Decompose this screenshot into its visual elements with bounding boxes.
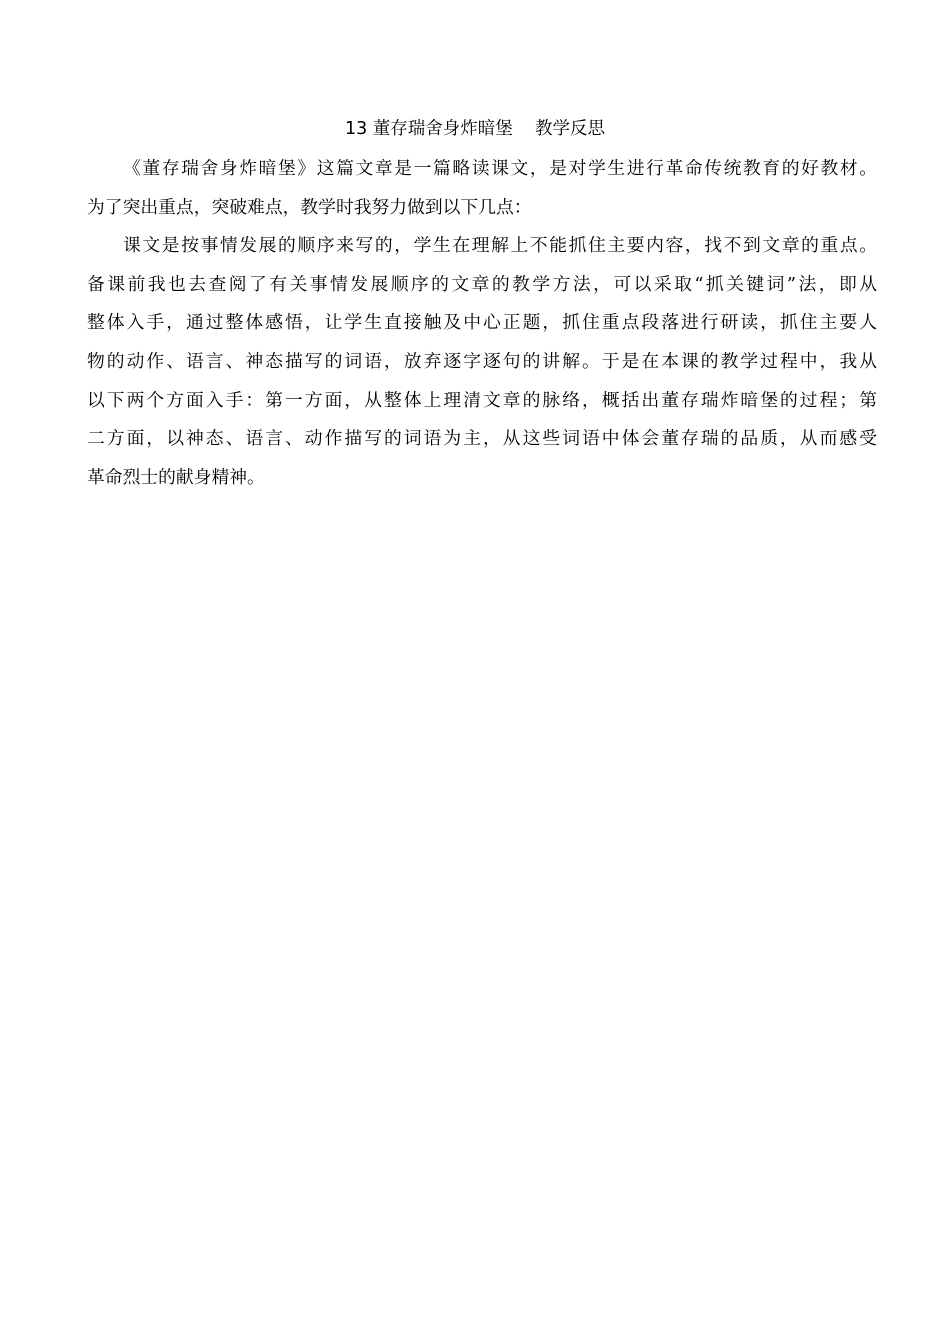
paragraph-2-line-6: 二方面，以神态、语言、动作描写的词语为主，从这些词语中体会董存瑞的品质，从而感受 [87, 428, 877, 450]
paragraph-2-line-7: 革命烈士的献身精神。 [87, 466, 265, 488]
paragraph-2-line-5: 以下两个方面入手：第一方面，从整体上理清文章的脉络，概括出董存瑞炸暗堡的过程；第 [87, 389, 877, 411]
paragraph-1-line-1: 《董存瑞舍身炸暗堡》这篇文章是一篇略读课文，是对学生进行革命传统教育的好教材。 [123, 158, 877, 179]
paragraph-2-line-2: 备课前我也去查阅了有关事情发展顺序的文章的教学方法，可以采取“抓关键词”法，即从 [87, 273, 877, 295]
paragraph-2-line-1: 课文是按事情发展的顺序来写的，学生在理解上不能抓住主要内容，找不到文章的重点。 [123, 235, 877, 257]
paragraph-2-line-4: 物的动作、语言、神态描写的词语，放弃逐字逐句的讲解。于是在本课的教学过程中，我从 [87, 350, 877, 372]
document-body [87, 150, 877, 497]
paragraph-2-line-3: 整体入手，通过整体感悟，让学生直接触及中心正题，抓住重点段落进行研读，抓住主要人 [87, 312, 877, 334]
document-title: 13 董存瑞舍身炸暗堡 教学反思 [344, 119, 606, 139]
paragraph-1-line-2: 为了突出重点，突破难点，教学时我努力做到以下几点： [87, 196, 532, 218]
